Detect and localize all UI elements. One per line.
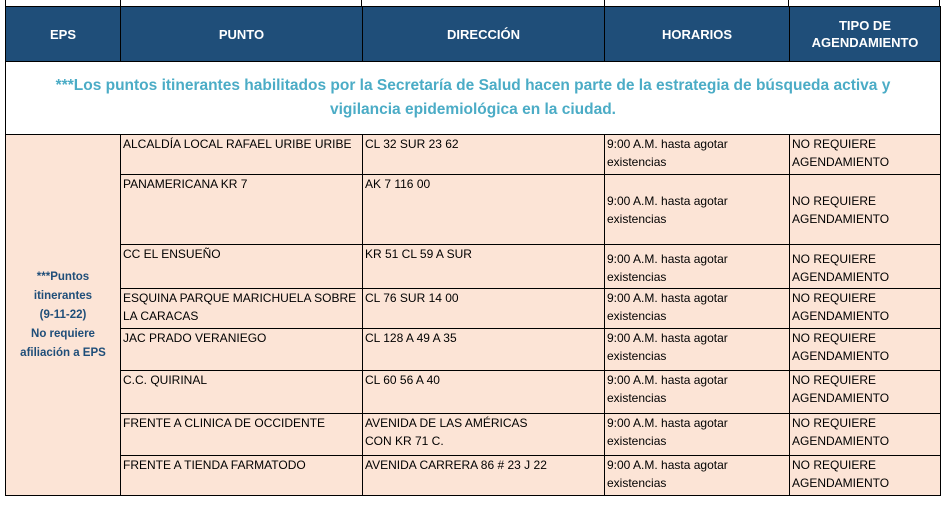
tipo-line1: NO REQUIERE — [792, 373, 877, 387]
eps-line1: ***Puntos — [36, 270, 90, 283]
horario-line2: existencias — [607, 476, 667, 490]
horario-cell — [605, 414, 790, 456]
direccion-cell: CL 128 A 49 A 35 — [363, 329, 605, 371]
punto-cell — [121, 289, 363, 329]
schedule-table — [5, 6, 941, 496]
tipo-line2: AGENDAMIENTO — [792, 309, 890, 323]
direccion-cell: AK 7 116 00 — [363, 175, 605, 245]
tipo-line1: NO REQUIERE — [792, 458, 877, 472]
tipo-cell — [790, 371, 941, 414]
header-eps: EPS — [6, 7, 121, 62]
tipo-line2: AGENDAMIENTO — [792, 349, 890, 363]
note-line1: ***Los puntos itinerantes habilitados por la Secretaría de Salud hacen parte de la estrategia de búsqueda activa y — [55, 77, 891, 94]
punto-cell: C.C. QUIRINAL — [121, 371, 363, 414]
tipo-cell — [790, 175, 941, 245]
tipo-line2: AGENDAMIENTO — [792, 476, 890, 490]
header-tipo — [790, 7, 941, 62]
horario-line1: 9:00 A.M. hasta agotar — [607, 458, 728, 472]
table-row — [6, 371, 941, 414]
punto-cell: FRENTE A CLINICA DE OCCIDENTE — [121, 414, 363, 456]
direccion-cell: CL 60 56 A 40 — [363, 371, 605, 414]
table-row — [6, 456, 941, 496]
direccion-cell — [363, 414, 605, 456]
eps-line4: No requiere — [31, 327, 95, 340]
horario-cell — [605, 371, 790, 414]
tipo-line1: NO REQUIERE — [792, 416, 877, 430]
tipo-cell — [790, 414, 941, 456]
header-tipo-line1: TIPO DE — [838, 18, 891, 33]
direccion-line2: CON KR 71 C. — [365, 434, 444, 448]
table-row — [6, 175, 941, 245]
horario-cell — [605, 329, 790, 371]
header-direccion: DIRECCIÓN — [363, 7, 605, 62]
horario-line1: 9:00 A.M. hasta agotar — [607, 291, 728, 305]
header-horarios: HORARIOS — [605, 7, 790, 62]
header-punto: PUNTO — [121, 7, 363, 62]
table-row — [6, 329, 941, 371]
horario-line2: existencias — [607, 391, 667, 405]
tipo-line1: NO REQUIERE — [792, 193, 877, 208]
table-row — [6, 245, 941, 289]
punto-line2: LA CARACAS — [123, 309, 199, 323]
note-cell — [6, 62, 941, 135]
tipo-cell — [790, 456, 941, 496]
note-line2: vigilancia epidemiológica en la ciudad. — [330, 101, 616, 118]
eps-line2: itinerantes — [33, 289, 93, 302]
table-row — [6, 289, 941, 329]
horario-line2: existencias — [607, 349, 667, 363]
eps-line3: (9-11-22) — [39, 308, 87, 321]
horario-line2: existencias — [607, 270, 667, 284]
tipo-cell — [790, 135, 941, 175]
tipo-line1: NO REQUIERE — [792, 252, 877, 266]
direccion-line1: AVENIDA DE LAS AMÉRICAS — [365, 416, 528, 430]
tipo-line1: NO REQUIERE — [792, 331, 877, 345]
eps-line5: afiliación a EPS — [20, 346, 106, 359]
horario-line1: 9:00 A.M. hasta agotar — [607, 137, 728, 151]
tipo-line1: NO REQUIERE — [792, 137, 877, 151]
tipo-line2: AGENDAMIENTO — [792, 391, 890, 405]
table-row — [6, 414, 941, 456]
punto-line1: ESQUINA PARQUE MARICHUELA SOBRE — [123, 291, 357, 305]
horario-line1: 9:00 A.M. hasta agotar — [607, 193, 728, 208]
tipo-line2: AGENDAMIENTO — [792, 211, 890, 226]
direccion-cell: CL 76 SUR 14 00 — [363, 289, 605, 329]
punto-cell: CC EL ENSUEÑO — [121, 245, 363, 289]
horario-cell — [605, 175, 790, 245]
horario-line2: existencias — [607, 309, 667, 323]
horario-cell — [605, 456, 790, 496]
horario-line2: existencias — [607, 155, 667, 169]
horario-line2: existencias — [607, 211, 667, 226]
direccion-cell: KR 51 CL 59 A SUR — [363, 245, 605, 289]
tipo-cell — [790, 289, 941, 329]
horario-line2: existencias — [607, 434, 667, 448]
eps-cell — [6, 135, 121, 496]
punto-cell: PANAMERICANA KR 7 — [121, 175, 363, 245]
tipo-cell — [790, 329, 941, 371]
punto-cell: JAC PRADO VERANIEGO — [121, 329, 363, 371]
tipo-line2: AGENDAMIENTO — [792, 155, 890, 169]
note-row — [6, 62, 941, 135]
table-row — [6, 135, 941, 175]
horario-line1: 9:00 A.M. hasta agotar — [607, 252, 728, 266]
direccion-cell: CL 32 SUR 23 62 — [363, 135, 605, 175]
horario-cell — [605, 245, 790, 289]
tipo-line1: NO REQUIERE — [792, 291, 877, 305]
header-row — [6, 7, 941, 62]
tipo-line2: AGENDAMIENTO — [792, 434, 890, 448]
horario-line1: 9:00 A.M. hasta agotar — [607, 331, 728, 345]
header-tipo-line2: AGENDAMIENTO — [811, 35, 919, 50]
tipo-line2: AGENDAMIENTO — [792, 270, 890, 284]
punto-cell: FRENTE A TIENDA FARMATODO — [121, 456, 363, 496]
horario-line1: 9:00 A.M. hasta agotar — [607, 416, 728, 430]
horario-cell — [605, 289, 790, 329]
tipo-cell — [790, 245, 941, 289]
direccion-cell: AVENIDA CARRERA 86 # 23 J 22 — [363, 456, 605, 496]
punto-cell: ALCALDÍA LOCAL RAFAEL URIBE URIBE — [121, 135, 363, 175]
horario-cell — [605, 135, 790, 175]
horario-line1: 9:00 A.M. hasta agotar — [607, 373, 728, 387]
